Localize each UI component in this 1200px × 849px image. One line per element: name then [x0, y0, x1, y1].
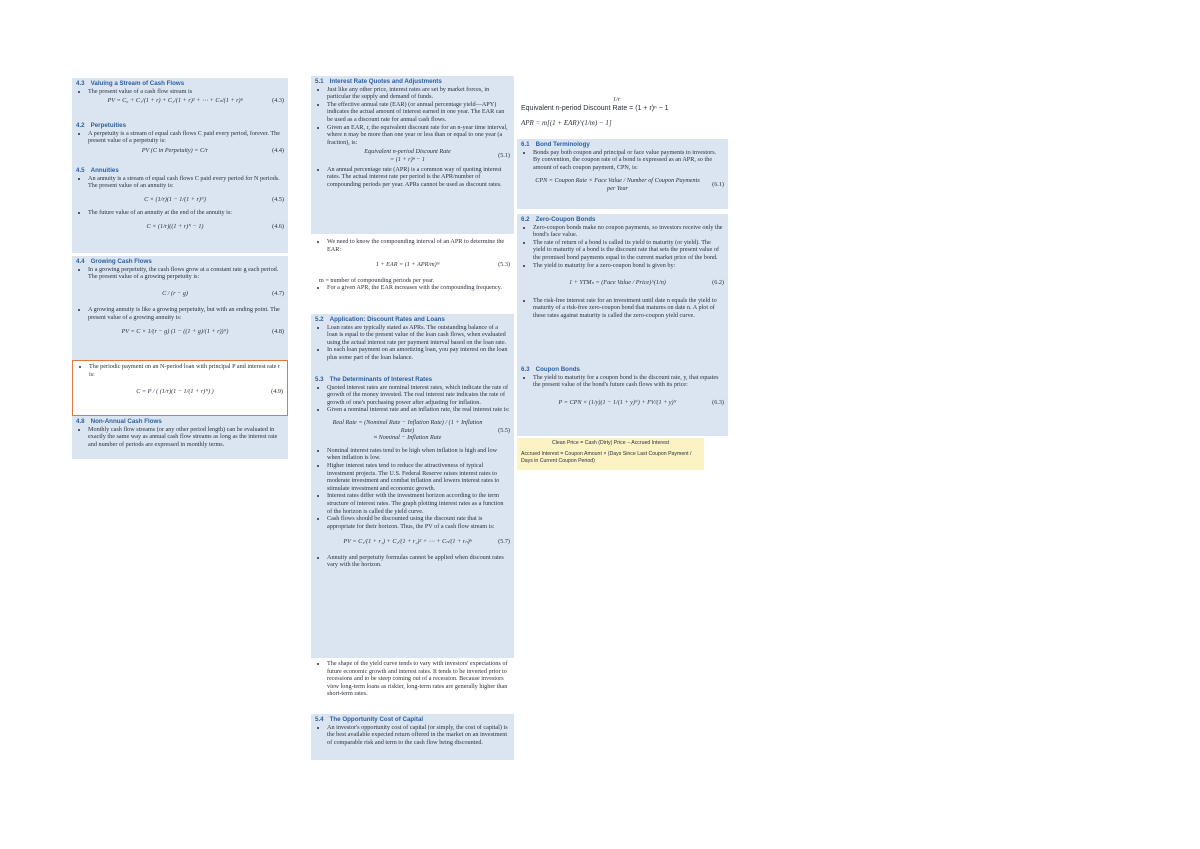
- equation-text: PV = C₁/(1 + r₁) + C₂/(1 + r₂)² + ⋯ + Cₙ/(1 + rₙ)ⁿ: [343, 538, 472, 546]
- equation: [521, 399, 724, 407]
- section-heading: [76, 122, 284, 130]
- equation-text: PV = C × 1/(r − g) (1 − ((1 + g)/(1 + r))ᴺ): [121, 327, 229, 335]
- section-5-1: [311, 76, 514, 234]
- section-number: 5.3: [315, 376, 324, 383]
- equation: [77, 388, 283, 396]
- section-title: Application: Discount Rates and Loans: [329, 316, 445, 323]
- equation-text: C / (r − g): [162, 289, 188, 297]
- section-6-1: [517, 139, 728, 209]
- section-4-3: [72, 78, 288, 120]
- section-heading: [76, 167, 284, 175]
- equation-text: 1 + EAR = (1 + APR/m)ᵐ: [375, 261, 440, 269]
- equation-number: (5.5): [498, 426, 510, 434]
- section-number: 4.3: [76, 80, 85, 87]
- bullet-text: • Given a nominal interest rate and an inflation rate, the real interest rate is:: [327, 406, 510, 414]
- bullet-text: • For a given APR, the EAR increases with the compounding frequency.: [327, 284, 510, 292]
- section-heading: [315, 78, 510, 86]
- equation-body: [327, 148, 488, 163]
- bullet-text: • Given an EAR, r, the equivalent discount rate for an n-year time interval, where n may be more than one year or less than or equal to one year (a fraction), is:: [327, 124, 510, 147]
- equation-text: C × (1/r)((1 + r)ᴺ − 1): [146, 222, 204, 230]
- equation: [76, 328, 284, 336]
- bullet-text: • The future value of an annuity at the end of the annuity is:: [88, 209, 284, 217]
- equation: [76, 97, 284, 105]
- bullet-text: • In a growing perpetuity, the cash flows grow at a constant rate g each period. The present value of a growing perpetuity is:: [88, 266, 284, 281]
- section-4-4: [72, 256, 288, 360]
- bullet-text: • Zero-coupon bonds make no coupon payments, so investors receive only the bond's face value.: [533, 224, 724, 239]
- equation-number: (6.1): [712, 181, 724, 189]
- section-title: Growing Cash Flows: [90, 258, 152, 265]
- equation: [315, 148, 510, 163]
- equation-number: (4.3): [272, 97, 284, 105]
- bullet-text: • Quoted interest rates are nominal interest rates, which indicate the rate of growth of the money invested. The real interest rate indicates the rate of growth of one's purchasing power after adjusting for inflation.: [327, 384, 510, 407]
- section-number: 6.1: [521, 141, 530, 148]
- section-title: Perpetuities: [90, 122, 127, 129]
- section-title: Bond Terminology: [535, 141, 590, 148]
- equation: [76, 196, 284, 204]
- equation-text: APR = m[(1 + EAR)^(1/m) − 1]: [521, 118, 612, 127]
- equation-text: CPN = Coupon Rate × Face Value / Number of Coupon Payments per Year: [535, 177, 700, 192]
- bullet-text: • Annuity and perpetuity formulas cannot be applied when discount rates vary with the horizon.: [327, 554, 510, 569]
- section-number: 4.5: [76, 167, 85, 174]
- equation-text: C = P / ( (1/r)(1 − 1/(1 + r)ᴺ) ): [136, 388, 214, 396]
- bullet-text: • Interest rates differ with the investment horizon according to the term structure of interest rates. The graph plotting interest rates as a function of the horizon is called the yield curve.: [327, 492, 510, 515]
- bullet-text: • An annuity is a stream of equal cash flows C paid every period for N periods. The present value of an annuity is:: [88, 175, 284, 190]
- equation-text: Equivalent n-period Discount Rate = (1 + r)ⁿ − 1: [521, 104, 669, 112]
- equation-number: (4.7): [272, 289, 284, 297]
- bullet-text: • A perpetuity is a stream of equal cash flows C paid every period, forever. The present value of a perpetuity is:: [88, 130, 284, 145]
- section-number: 6.2: [521, 216, 530, 223]
- section-heading: [521, 141, 724, 149]
- equation-number: (5.3): [498, 261, 510, 269]
- section-heading: [315, 376, 510, 384]
- bullet-text: • We need to know the compounding interval of an APR to determine the EAR:: [327, 238, 510, 253]
- section-title: The Determinants of Interest Rates: [329, 376, 433, 383]
- bullet-text: • The yield to maturity for a coupon bond is the discount rate, y, that equates the present value of the bond's future cash flows with its price:: [533, 374, 724, 389]
- note-line: Clean Price = Cash (Dirty) Price − Accrued Interest: [551, 440, 670, 446]
- equation-text: ≈ Nominal − Inflation Rate: [373, 434, 442, 442]
- equation-number: (4.9): [271, 388, 283, 396]
- section-5-3: [311, 374, 514, 658]
- equation-exponent: 1/r: [613, 96, 621, 103]
- bullet-text: • Just like any other price, interest rates are set by market forces, in particular the supply and demand of funds.: [327, 86, 510, 101]
- equation-text: PV (C in Perpetuity) = C/r: [141, 146, 209, 154]
- equation-text: 1 + YTMₙ = (Face Value / Price)^(1/n): [569, 279, 666, 287]
- section-6-3: [517, 364, 728, 436]
- section-title: The Opportunity Cost of Capital: [329, 716, 424, 723]
- accrued-interest-note: [517, 438, 704, 470]
- bullet-text: • An investor's opportunity cost of capital (or simply, the cost of capital) is the best available expected return offered in the market on an investment of comparable risk and term to the cash flow being discounted.: [327, 724, 510, 747]
- section-number: 5.4: [315, 716, 324, 723]
- equation-text: Equivalent n-period Discount Rate: [364, 148, 451, 156]
- bullet-text: • Cash flows should be discounted using the discount rate that is appropriate for their horizon. Thus, the PV of a cash flow stream is:: [327, 515, 510, 530]
- equation: [315, 419, 510, 442]
- section-5-2: [311, 314, 514, 374]
- section-number: 6.3: [521, 366, 530, 373]
- equivalent-rate-block: [517, 94, 728, 138]
- note-line: Accrued Interest = Coupon Amount × (Days Since Last Coupon Payment / Days in Current Coupon Period): [521, 451, 692, 464]
- section-heading: [76, 418, 284, 426]
- equation: [76, 223, 284, 231]
- apr-ear-block: [311, 236, 514, 314]
- equation: [315, 538, 510, 546]
- bullet-text: • The rate of return of a bond is called its yield to maturity (or yield). The yield to maturity of a bond is the discount rate that sets the present value of the promised bond payments equal to the current market price of the bond.: [533, 239, 724, 262]
- equation-number: (5.7): [498, 538, 510, 546]
- section-5-4: [311, 714, 514, 760]
- equation-text: PV = C₀ + C₁/(1 + r) + C₂/(1 + r)² + ⋯ + Cₙ/(1 + r)ⁿ: [107, 97, 243, 105]
- equation-text: = (1 + r)ⁿ − 1: [390, 155, 425, 163]
- section-heading: [521, 216, 724, 224]
- equation-body: [327, 419, 488, 442]
- section-4-8: [72, 416, 288, 459]
- bullet-text: • The shape of the yield curve tends to vary with investors' expectations of future economic growth and interest rates. It tends to be inverted prior to recessions and to be steep coming out of a recession. Because investors view long-term loans as riskier, long-term rates are generally higher than short-term rates.: [327, 660, 510, 698]
- equation: [521, 279, 724, 287]
- section-title: Non-Annual Cash Flows: [90, 418, 162, 425]
- bullet-text: • A growing annuity is like a growing perpetuity, but with an ending point. The present value of a growing annuity is:: [88, 306, 284, 321]
- section-title: Coupon Bonds: [535, 366, 580, 373]
- equation-number: (6.3): [712, 398, 724, 406]
- equation: [76, 290, 284, 298]
- equation-number: (5.1): [498, 152, 510, 160]
- section-heading: [315, 316, 510, 324]
- bullet-text: • The periodic payment on an N-period loan with principal P and interest rate r is:: [89, 363, 283, 378]
- equation: [521, 177, 724, 192]
- bullet-text: • In each loan payment on an amortizing loan, you pay interest on the loan plus some part of the loan balance.: [327, 346, 510, 361]
- section-title: Valuing a Stream of Cash Flows: [90, 80, 185, 87]
- equation: [315, 261, 510, 269]
- section-number: 5.1: [315, 78, 324, 85]
- equation-text: Real Rate = (Nominal Rate − Inflation Rate) / (1 + Inflation Rate): [332, 418, 483, 434]
- section-heading: [315, 716, 510, 724]
- section-4-5: [72, 165, 288, 253]
- equation: [76, 147, 284, 155]
- section-title: Zero-Coupon Bonds: [535, 216, 596, 223]
- equation-number: (6.2): [712, 279, 724, 287]
- bullet-text: • The present value of a cash flow stream is: [88, 88, 284, 96]
- bullet-text: • Nominal interest rates tend to be high when inflation is high and low when inflation is low.: [327, 447, 510, 462]
- section-heading: [76, 80, 284, 88]
- section-heading: [521, 366, 724, 374]
- section-title: Interest Rate Quotes and Adjustments: [329, 78, 442, 85]
- bullet-text: • An annual percentage rate (APR) is a common way of quoting interest rates. The actual interest rate per period is the APR/number of compounding periods per year. APRs cannot be used as discount rates.: [327, 166, 510, 189]
- bullet-text: • Higher interest rates tend to reduce the attractiveness of typical investment projects. The U.S. Federal Reserve raises interest rates to moderate investment and combat inflation and lowers interest rates to stimulate investment and economic growth.: [327, 462, 510, 492]
- section-heading: [76, 258, 284, 266]
- bullet-text: • The effective annual rate (EAR) (or annual percentage yield—APY) indicates the actual amount of interest earned in one year. The EAR can be used as a discount rate for annual cash flows.: [327, 101, 510, 124]
- equation-number: (4.8): [272, 327, 284, 335]
- section-number: 4.2: [76, 122, 85, 129]
- bullet-text: • Monthly cash flow streams (or any other period length) can be evaluated in exactly the same way as annual cash flow streams as long as the interest rate and number of periods are expressed in monthly terms.: [88, 426, 284, 449]
- bullet-text: • Loan rates are typically stated as APRs. The outstanding balance of a loan is equal to the present value of the loan cash flows, when evaluated using the actual interest rate per payment interval based on the loan rate.: [327, 324, 510, 347]
- yield-curve-block: [311, 658, 514, 714]
- bullet-text: • The risk-free interest rate for an investment until date n equals the yield to maturity of a risk-free zero-coupon bond that matures on date n. A plot of these rates against maturity is called the zero-coupon yield curve.: [533, 297, 724, 320]
- section-number: 4.4: [76, 258, 85, 265]
- section-number: 4.8: [76, 418, 85, 425]
- section-number: 5.2: [315, 316, 324, 323]
- bullet-text: • Bonds pay both coupon and principal or face value payments to investors. By convention, the coupon rate of a bond is expressed as an APR, so the amount of each coupon payment, CPN, is:: [533, 149, 724, 172]
- loan-payment-box: [72, 360, 288, 416]
- equation-text: C × (1/r)(1 − 1/(1 + r)ᴺ): [144, 195, 206, 203]
- equation-note: m = number of compounding periods per year.: [319, 276, 435, 284]
- equation-number: (4.4): [272, 146, 284, 154]
- equation-number: (4.6): [272, 222, 284, 230]
- equation-number: (4.5): [272, 195, 284, 203]
- section-4-2: [72, 120, 288, 165]
- equation-text: P = CPN × (1/y)(1 − 1/(1 + y)ᴺ) + FV/(1 + y)ᴺ: [558, 398, 677, 406]
- bullet-text: • The yield to maturity for a zero-coupon bond is given by:: [533, 262, 724, 270]
- section-title: Annuities: [90, 167, 119, 174]
- section-6-2: [517, 214, 728, 364]
